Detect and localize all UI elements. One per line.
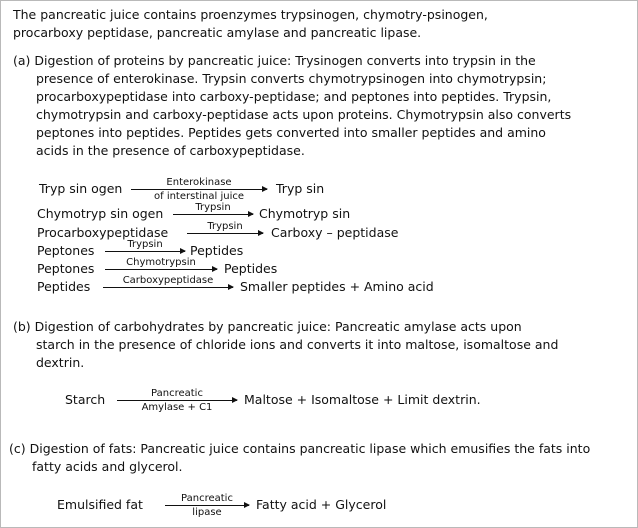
catalyst-label: Carboxypeptidase — [122, 275, 214, 286]
text-line: (c) Digestion of fats: Pancreatic juice contains pancreatic lipase which emusifies the fats into — [9, 441, 591, 456]
reaction-peptides — [37, 275, 467, 296]
text-line: starch in the presence of chloride ions and converts it into maltose, isomaltose and — [36, 337, 559, 352]
reaction-arrow — [105, 251, 185, 252]
enzyme-label: Pancreatic — [181, 493, 233, 504]
reactant: Emulsified fat — [57, 497, 143, 512]
reaction-arrow — [105, 269, 217, 270]
reaction-procarboxypeptidase — [37, 221, 417, 242]
reaction-arrow — [117, 400, 237, 401]
text-line: The pancreatic juice contains proenzymes trypsinogen, chymotry-psinogen, — [13, 7, 488, 22]
text-line: presence of enterokinase. Trypsin converts chymotrypsinogen into chymotrypsin; — [36, 71, 547, 86]
catalyst-label: Enterokinase — [166, 177, 232, 188]
product: Fatty acid + Glycerol — [256, 497, 387, 512]
enzyme-label: Pancreatic — [151, 388, 203, 399]
reaction-trypsinogen — [39, 177, 419, 202]
reaction-starch — [65, 388, 505, 413]
intro-paragraph — [13, 6, 488, 42]
catalyst-label: Chymotrypsin — [126, 257, 196, 268]
reactant: Peptides — [37, 279, 91, 294]
carbs-paragraph — [13, 318, 558, 372]
text-line: (b) Digestion of carbohydrates by pancreatic juice: Pancreatic amylase acts upon — [13, 319, 522, 334]
text-line: chymotrypsin and carboxy-peptidase acts upon proteins. Chymotrypsin also converts — [36, 107, 572, 122]
reaction-arrow — [187, 233, 263, 234]
reactant: Starch — [65, 392, 106, 407]
catalyst-label: Trypsin — [127, 239, 163, 250]
product: Peptides — [224, 261, 278, 276]
text-line: procarboxypeptidase into carboxy-peptidase; and peptones into peptides. Trypsin, — [36, 89, 552, 104]
catalyst-label: Trypsin — [207, 221, 243, 232]
reactant: Peptones — [37, 261, 95, 276]
product: Carboxy – peptidase — [271, 225, 399, 240]
text-line: (a) Digestion of proteins by pancreatic juice: Trysinogen converts into trypsin in the — [13, 53, 536, 68]
reaction-arrow — [131, 189, 267, 190]
reaction-arrow — [103, 287, 233, 288]
product: Tryp sin — [276, 181, 325, 196]
fats-paragraph — [9, 440, 590, 476]
reaction-arrow — [173, 214, 253, 215]
reactant: Chymotryp sin ogen — [37, 206, 164, 221]
catalyst-label: Trypsin — [195, 202, 231, 213]
enzyme-label-lower: lipase — [192, 507, 222, 518]
reactant: Peptones — [37, 243, 95, 258]
text-line: dextrin. — [36, 355, 85, 370]
reaction-peptones-trypsin — [37, 239, 417, 260]
condition-label: Amylase + C1 — [141, 402, 213, 413]
text-line: fatty acids and glycerol. — [32, 459, 183, 474]
reactant: Tryp sin ogen — [39, 181, 123, 196]
proteins-paragraph — [13, 52, 571, 160]
reactant: Procarboxypeptidase — [37, 225, 169, 240]
condition-label: of interstinal juice — [154, 191, 244, 202]
product: Maltose + Isomaltose + Limit dextrin. — [244, 392, 481, 407]
text-line: acids in the presence of carboxypeptidase. — [36, 143, 305, 158]
product: Smaller peptides + Amino acid — [240, 279, 434, 294]
text-line: procarboxy peptidase, pancreatic amylase and pancreatic lipase. — [13, 25, 422, 40]
reaction-arrow — [165, 505, 249, 506]
text-line: peptones into peptides. Peptides gets converted into smaller peptides and amino — [36, 125, 546, 140]
reaction-fat — [57, 493, 457, 518]
product: Peptides — [190, 243, 244, 258]
product: Chymotryp sin — [259, 206, 351, 221]
